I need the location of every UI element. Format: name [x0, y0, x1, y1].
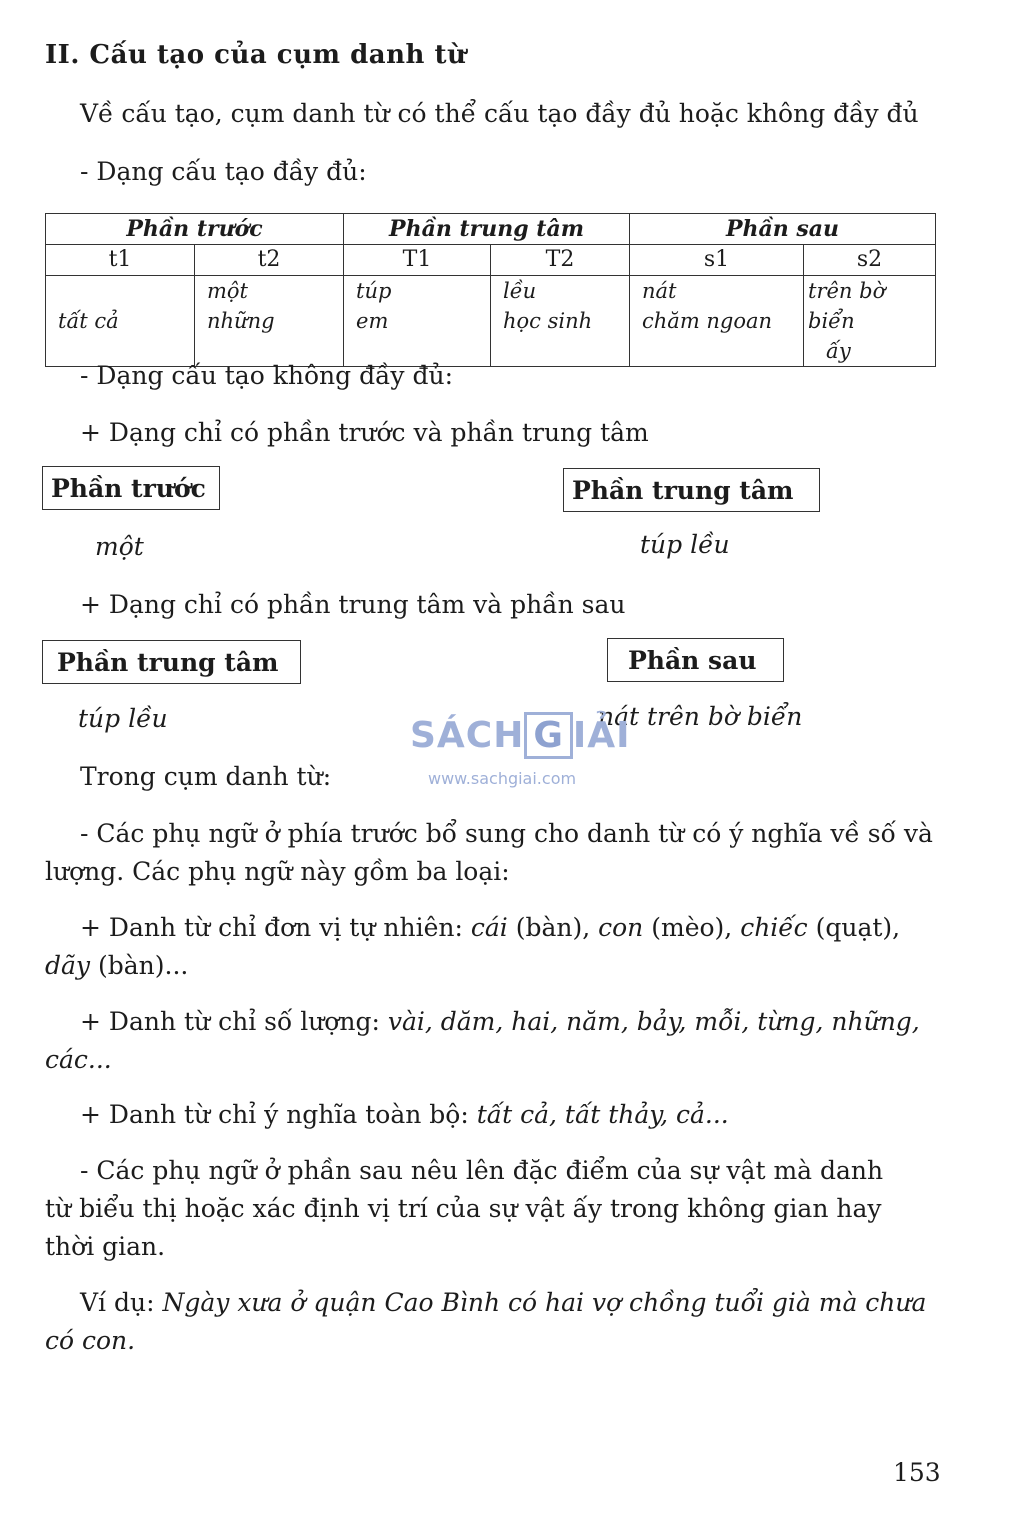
variant1-example-right: túp lều [640, 530, 730, 559]
box-before: Phần trước [42, 466, 220, 510]
example-line1: Ví dụ: Ngày xưa ở quận Cao Bình có hai vợ chồng tuổi già mà chưa [80, 1288, 927, 1317]
after-mods-line1: - Các phụ ngữ ở phần sau nêu lên đặc điểm của sự vật mà danh [80, 1156, 884, 1185]
watermark [410, 712, 631, 788]
variant2-label: + Dạng chỉ có phần trung tâm và phần sau [80, 590, 626, 619]
before-mods-line2: lượng. Các phụ ngữ này gồm ba loại: [45, 857, 510, 886]
full-structure-label: - Dạng cấu tạo đầy đủ: [80, 157, 367, 186]
example-cell: nát chăm ngoan [630, 276, 804, 367]
box-after: Phần sau [607, 638, 784, 682]
box-center: Phần trung tâm [563, 468, 820, 512]
before-mods-line1: - Các phụ ngữ ở phía trước bổ sung cho danh từ có ý nghĩa về số và [80, 819, 933, 848]
watermark-url: www.sachgiai.com [428, 769, 577, 788]
example-cell: trên bờ biển ấy [804, 276, 936, 367]
sub-header: s2 [804, 245, 936, 276]
group-header-after: Phần sau [630, 214, 936, 245]
noun-phrase-table [45, 213, 936, 367]
type1-line2: dãy (bàn)... [45, 951, 189, 980]
type2-line1: + Danh từ chỉ số lượng: vài, dăm, hai, năm, bảy, mỗi, từng, những, [80, 1007, 920, 1036]
example-cell: một những [195, 276, 344, 367]
variant2-example-right: nát trên bờ biển [598, 702, 803, 731]
group-header-center: Phần trung tâm [344, 214, 630, 245]
after-mods-line2: từ biểu thị hoặc xác định vị trí của sự vật ấy trong không gian hay [45, 1194, 882, 1223]
example-cell: tất cả [46, 276, 195, 367]
example-cell: túp em [344, 276, 491, 367]
section-heading: II. Cấu tạo của cụm danh từ [45, 40, 467, 70]
sub-header: T1 [344, 245, 491, 276]
type3-line: + Danh từ chỉ ý nghĩa toàn bộ: tất cả, tất thảy, cả... [80, 1100, 729, 1129]
type2-line2: các... [45, 1045, 112, 1074]
sub-header: t2 [195, 245, 344, 276]
sub-header: T2 [491, 245, 630, 276]
variant1-example-left: một [95, 532, 144, 561]
variant2-example-left: túp lều [78, 704, 168, 733]
watermark-logo: SÁCH G IẢI [410, 712, 631, 759]
after-mods-line3: thời gian. [45, 1232, 166, 1261]
page-number: 153 [893, 1458, 941, 1487]
example-cell: lều học sinh [491, 276, 630, 367]
in-phrase-label: Trong cụm danh từ: [80, 762, 332, 791]
variant1-label: + Dạng chỉ có phần trước và phần trung tâm [80, 418, 649, 447]
partial-structure-label: - Dạng cấu tạo không đầy đủ: [80, 361, 453, 390]
group-header-before: Phần trước [46, 214, 344, 245]
sub-header: s1 [630, 245, 804, 276]
sub-header: t1 [46, 245, 195, 276]
box-center: Phần trung tâm [42, 640, 301, 684]
intro-text: Về cấu tạo, cụm danh từ có thể cấu tạo đầy đủ hoặc không đầy đủ [80, 99, 919, 128]
example-line2: có con. [45, 1326, 136, 1355]
type1-line1: + Danh từ chỉ đơn vị tự nhiên: cái (bàn), con (mèo), chiếc (quạt), [80, 913, 901, 942]
